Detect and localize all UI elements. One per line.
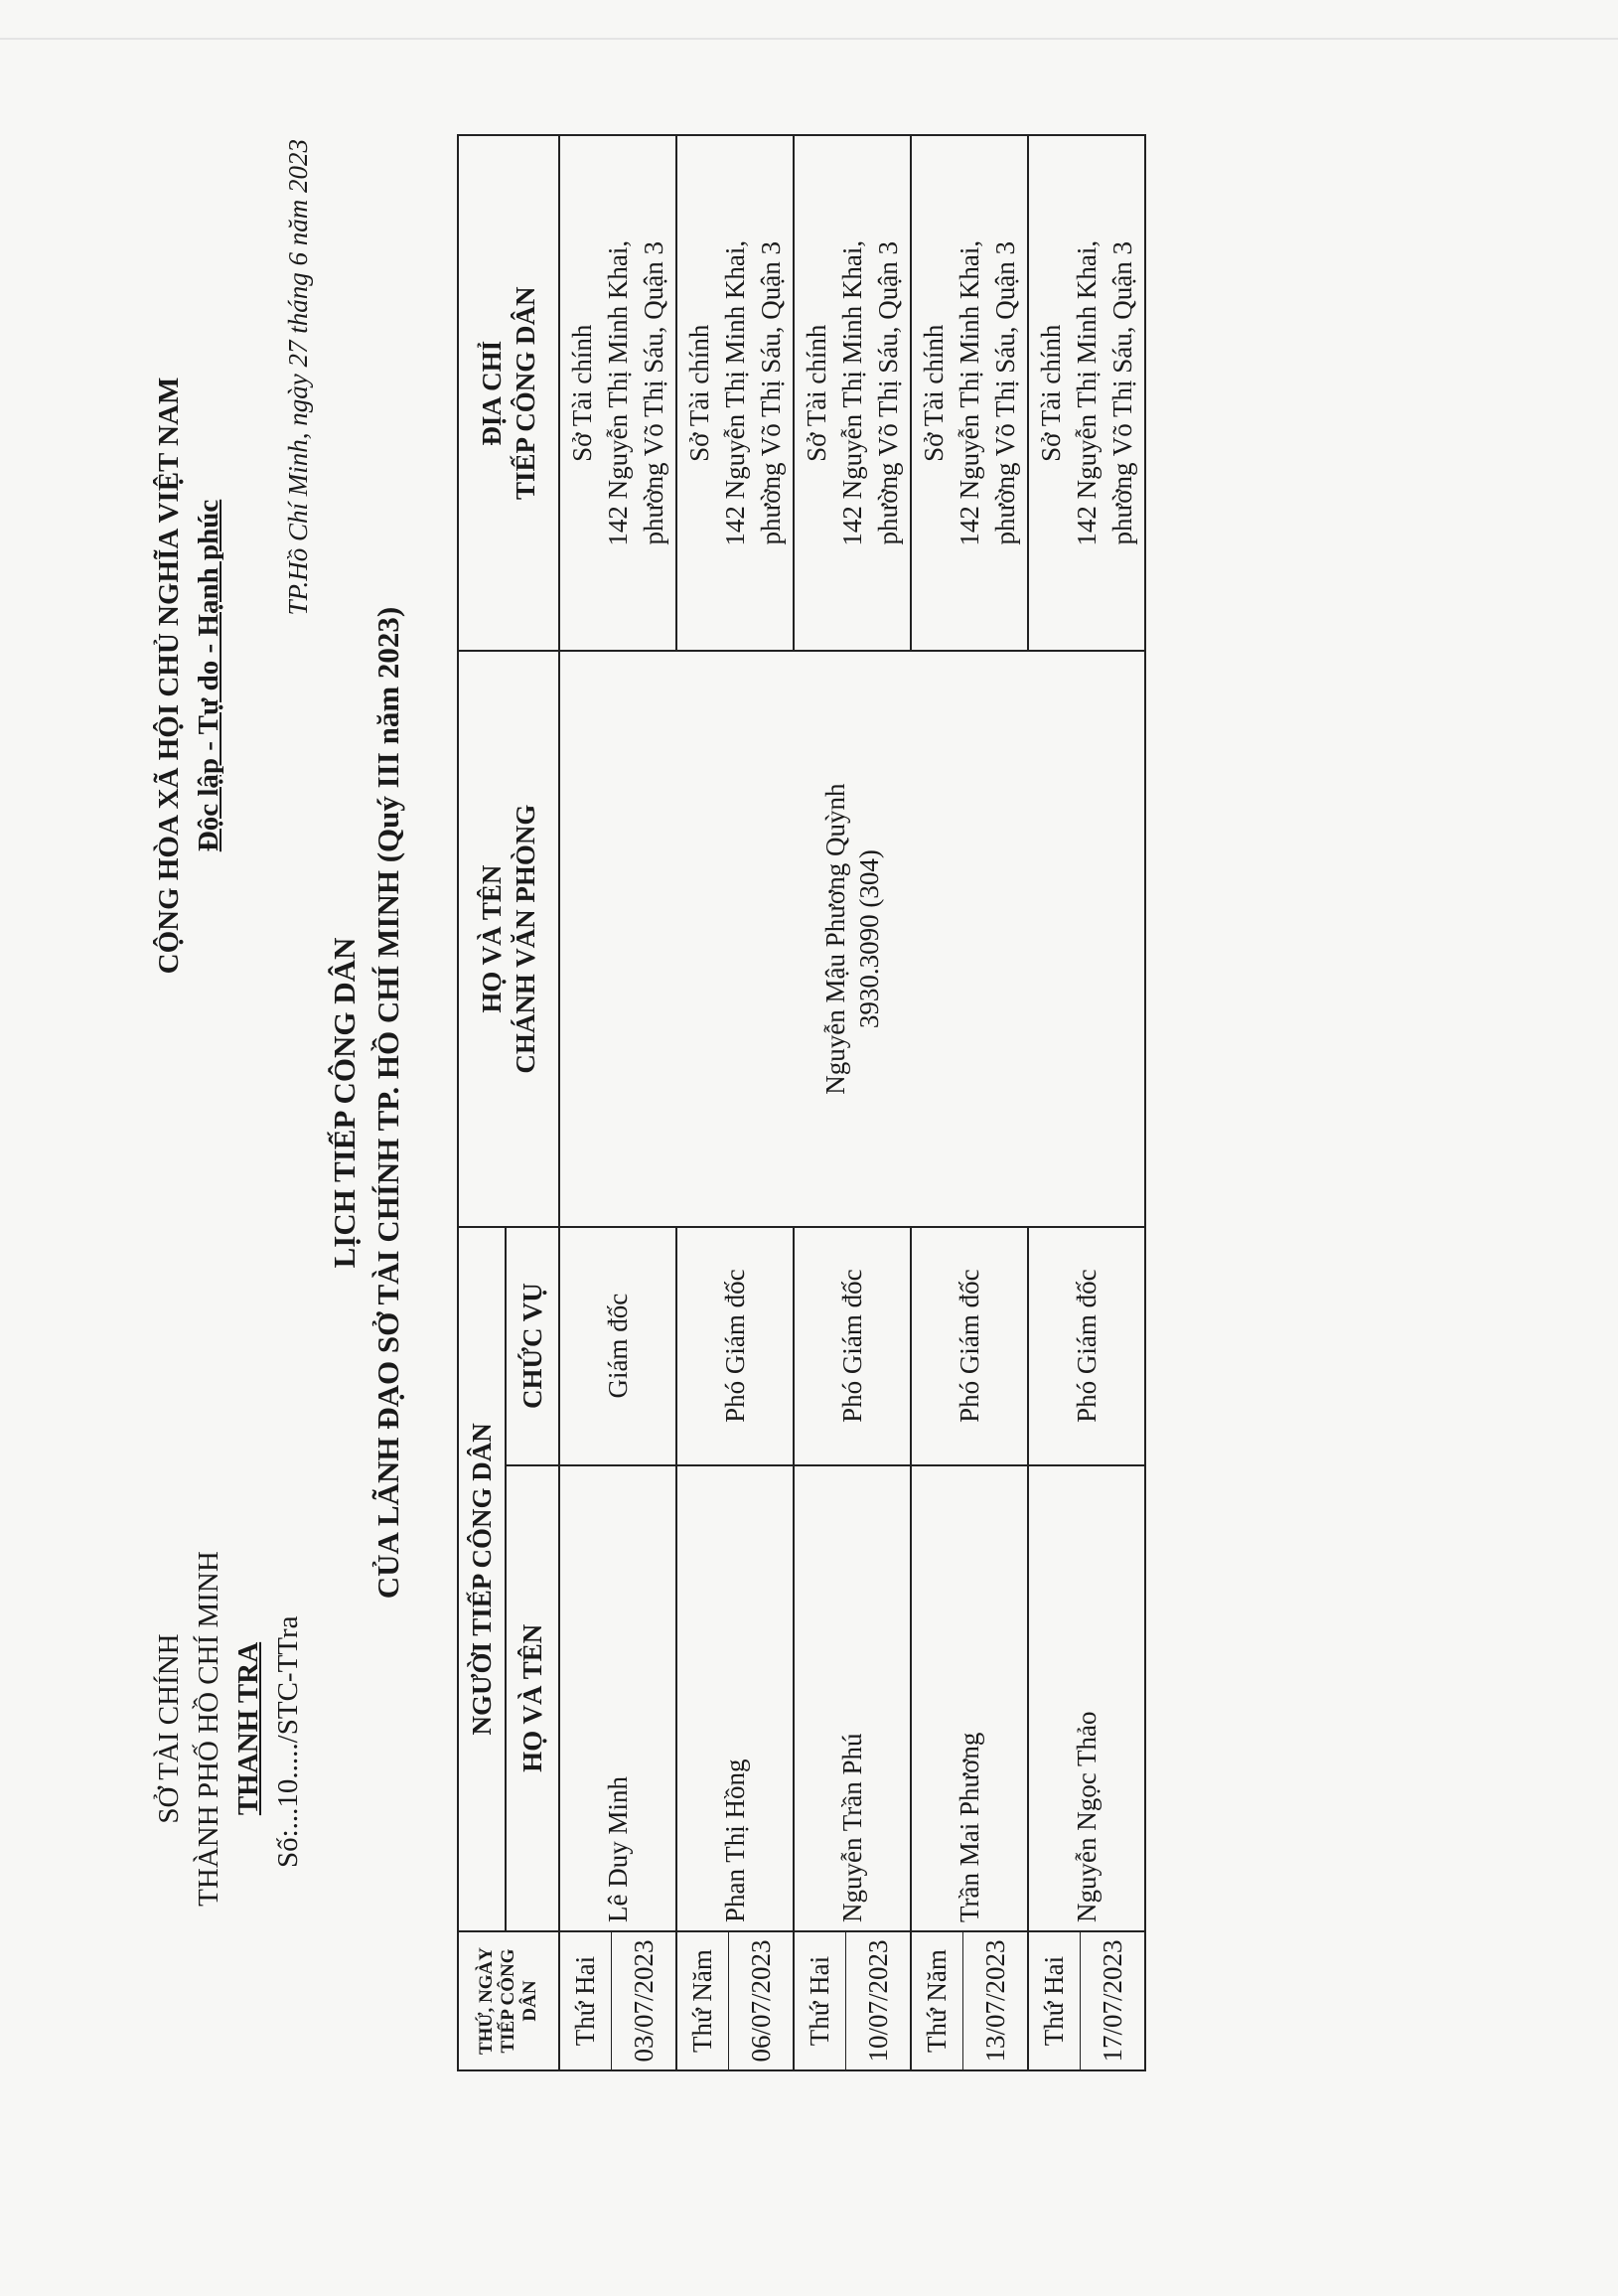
row-address bbox=[1028, 135, 1145, 651]
header-position: CHỨC VỤ bbox=[506, 1227, 559, 1465]
row-address bbox=[559, 135, 676, 651]
address-line1: Sở Tài chính bbox=[684, 324, 714, 462]
row-name: Nguyễn Trần Phú bbox=[794, 1465, 911, 1931]
row-day: Thứ Năm bbox=[911, 1931, 963, 2070]
table-header-row bbox=[458, 135, 506, 2070]
row-name: Trần Mai Phương bbox=[911, 1465, 1028, 1931]
header-address bbox=[458, 135, 559, 651]
header-chief bbox=[458, 651, 559, 1226]
document-number: Số:...10...../STC-TTra bbox=[272, 1615, 304, 1868]
row-name: Nguyễn Ngọc Thảo bbox=[1028, 1465, 1145, 1931]
header-address-line1: ĐỊA CHỈ bbox=[477, 340, 507, 446]
chief-name: Nguyễn Mậu Phương Quỳnh bbox=[820, 783, 850, 1095]
address-line2: 142 Nguyễn Thị Minh Khai, bbox=[955, 239, 984, 546]
address-line3: phường Võ Thị Sáu, Quận 3 bbox=[1107, 241, 1137, 545]
table-row bbox=[559, 135, 612, 2070]
row-name: Lê Duy Minh bbox=[559, 1465, 676, 1931]
title-line-2: CỦA LÃNH ĐẠO SỞ TÀI CHÍNH TP. HỒ CHÍ MINH (Quý III năm 2023) bbox=[370, 606, 405, 1600]
chief-cell bbox=[559, 651, 1145, 1226]
motto: Độc lập - Tự do - Hạnh phúc bbox=[193, 499, 224, 852]
row-position: Phó Giám đốc bbox=[911, 1227, 1028, 1465]
row-address bbox=[794, 135, 911, 651]
address-line3: phường Võ Thị Sáu, Quận 3 bbox=[990, 241, 1020, 545]
country-name: CỘNG HÒA XÃ HỘI CHỦ NGHĨA VIỆT NAM bbox=[153, 377, 185, 975]
header-address-line2: TIẾP CÔNG DÂN bbox=[511, 286, 540, 500]
row-date: 17/07/2023 bbox=[1081, 1931, 1145, 2070]
document-date: TP.Hồ Chí Minh, ngày 27 tháng 6 năm 2023 bbox=[283, 139, 313, 616]
rotated-document-page bbox=[89, 79, 1500, 2126]
address-line1: Sở Tài chính bbox=[1036, 324, 1066, 462]
scan-edge-line bbox=[0, 38, 1618, 40]
issuer-city: THÀNH PHỐ HỒ CHÍ MINH bbox=[193, 1551, 224, 1907]
row-day: Thứ Hai bbox=[1028, 1931, 1081, 2070]
address-line1: Sở Tài chính bbox=[567, 324, 597, 462]
row-date: 03/07/2023 bbox=[612, 1931, 676, 2070]
address-line2: 142 Nguyễn Thị Minh Khai, bbox=[720, 239, 750, 546]
address-line3: phường Võ Thị Sáu, Quận 3 bbox=[873, 241, 903, 545]
row-position: Phó Giám đốc bbox=[794, 1227, 911, 1465]
row-date: 10/07/2023 bbox=[846, 1931, 911, 2070]
chief-phone: 3930.3090 (304) bbox=[854, 849, 884, 1029]
row-address bbox=[911, 135, 1028, 651]
row-date: 13/07/2023 bbox=[963, 1931, 1028, 2070]
row-day: Thứ Năm bbox=[676, 1931, 729, 2070]
row-day: Thứ Hai bbox=[794, 1931, 846, 2070]
schedule-table bbox=[457, 134, 1146, 2071]
title-line-1: LỊCH TIẾP CÔNG DÂN bbox=[327, 937, 362, 1269]
address-line3: phường Võ Thị Sáu, Quận 3 bbox=[756, 241, 786, 545]
row-address bbox=[676, 135, 794, 651]
row-position: Giám đốc bbox=[559, 1227, 676, 1465]
document-title bbox=[323, 79, 410, 2126]
address-line3: phường Võ Thị Sáu, Quận 3 bbox=[639, 241, 668, 545]
header-name: HỌ VÀ TÊN bbox=[506, 1465, 559, 1931]
row-date: 06/07/2023 bbox=[729, 1931, 794, 2070]
national-motto-block bbox=[149, 179, 228, 1172]
address-line2: 142 Nguyễn Thị Minh Khai, bbox=[837, 239, 867, 546]
issuer-block bbox=[149, 1500, 308, 1957]
address-line1: Sở Tài chính bbox=[919, 324, 949, 462]
row-name: Phan Thị Hồng bbox=[676, 1465, 794, 1931]
row-position: Phó Giám đốc bbox=[676, 1227, 794, 1465]
row-position: Phó Giám đốc bbox=[1028, 1227, 1145, 1465]
issuer-department: SỞ TÀI CHÍNH bbox=[153, 1633, 185, 1824]
header-date: THỨ, NGÀY TIẾP CÔNG DÂN bbox=[458, 1931, 559, 2070]
issuer-unit: THANH TRA bbox=[232, 1641, 264, 1816]
address-line1: Sở Tài chính bbox=[802, 324, 831, 462]
address-line2: 142 Nguyễn Thị Minh Khai, bbox=[1072, 239, 1102, 546]
header-chief-title: CHÁNH VĂN PHÒNG bbox=[511, 804, 540, 1074]
address-line2: 142 Nguyễn Thị Minh Khai, bbox=[603, 239, 633, 546]
header-receiver-group: NGƯỜI TIẾP CÔNG DÂN bbox=[458, 1227, 506, 1931]
header-chief-name: HỌ VÀ TÊN bbox=[477, 864, 507, 1013]
row-day: Thứ Hai bbox=[559, 1931, 612, 2070]
